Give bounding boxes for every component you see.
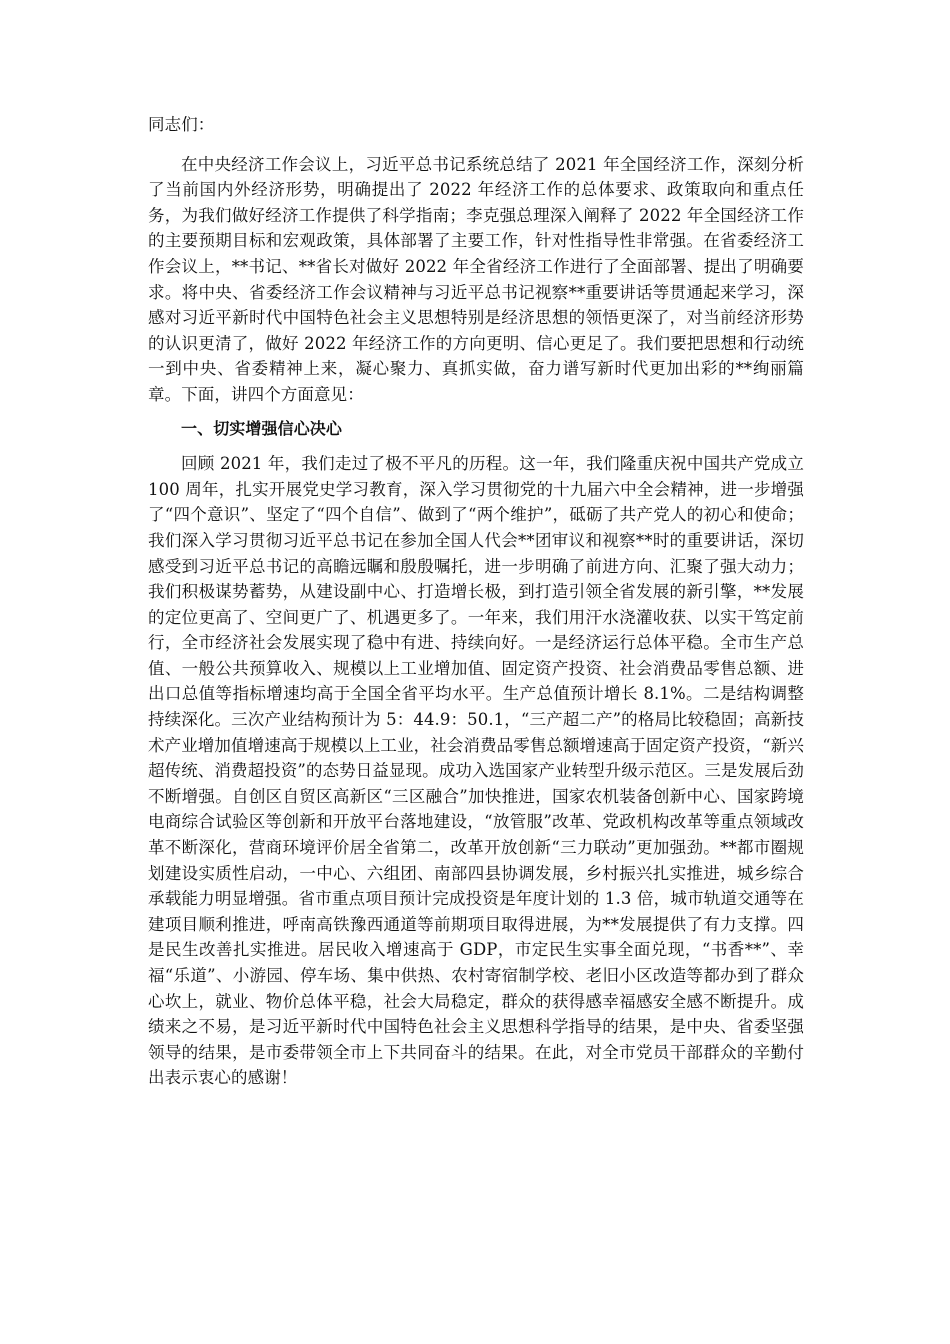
section-heading-1: 一、切实增强信心决心 [181,418,343,438]
document-body [148,112,804,1091]
salutation: 同志们： [148,115,215,134]
paragraph-review: 回顾 2021 年，我们走过了极不平凡的历程。这一年，我们隆重庆祝中国共产党成立 100 周年，扎实开展党史学习教育，深入学习贯彻党的十九届六中全会精神，进一步增强了“四个意识”、坚定了“四个自信”、做到了“两个维护”，砥砺了共产党人的初心和使命；我们深入学习贯彻习近平总书记在参加全国人代会**团审议和视察**时的重要讲话，深切感受到习近平总书记的高瞻远瞩和殷殷嘱托，进一步明确了前进方向、汇聚了强大动力；我们积极谋势蓄势，从建设副中心、打造增长极，到打造引领全省发展的新引擎，**发展的定位更高了、空间更广了、机遇更多了。一年来，我们用汗水浇灌收获、以实干笃定前行，全市经济社会发展实现了稳中有进、持续向好。一是经济运行总体平稳。全市生产总值、一般公共预算收入、规模以上工业增加值、固定资产投资、社会消费品零售总额、进出口总值等指标增速均高于全国全省平均水平。生产总值预计增长 8.1%。二是结构调整持续深化。三次产业结构预计为 5：44.9：50.1，“三产超二产”的格局比较稳固；高新技术产业增加值增速高于规模以上工业，社会消费品零售总额增速高于固定资产投资，“新兴超传统、消费超投资”的态势日益显现。成功入选国家产业转型升级示范区。三是发展后劲不断增强。自创区自贸区高新区“三区融合”加快推进，国家农机装备创新中心、国家跨境电商综合试验区等创新和开放平台落地建设，“放管服”改革、党政机构改革等重点领域改革不断深化，营商环境评价居全省第二，改革开放创新“三力联动”更加强劲。**都市圈规划建设实质性启动，一中心、六组团、南部四县协调发展，乡村振兴扎实推进，城乡综合承载能力明显增强。省市重点项目预计完成投资是年度计划的 1.3 倍，城市轨道交通等在建项目顺利推进，呼南高铁豫西通道等前期项目取得进展，为**发展提供了有力支撑。四是民生改善扎实推进。居民收入增速高于 GDP，市定民生实事全面兑现，“书香**”、幸福“乐道”、小游园、停车场、集中供热、农村寄宿制学校、老旧小区改造等都办到了群众心坎上，就业、物价总体平稳，社会大局稳定，群众的获得感幸福感安全感不断提升。成绩来之不易，是习近平新时代中国特色社会主义思想科学指导的结果，是中央、省委坚强领导的结果，是市委带领全市上下共同奋斗的结果。在此，对全市党员干部群众的辛勤付出表示衷心的感谢！ [148,454,804,1088]
paragraph-intro: 在中央经济工作会议上，习近平总书记系统总结了 2021 年全国经济工作，深刻分析了当前国内外经济形势，明确提出了 2022 年经济工作的总体要求、政策取向和重点任务，为我们做好经济工作提供了科学指南；李克强总理深入阐释了 2022 年全国经济工作的主要预期目标和宏观政策，具体部署了主要工作，针对性指导性非常强。在省委经济工作会议上，**书记、**省长对做好 2022 年全省经济工作进行了全面部署、提出了明确要求。将中央、省委经济工作会议精神与习近平总书记视察**重要讲话等贯通起来学习，深感对习近平新时代中国特色社会主义思想特别是经济思想的领悟更深了，对当前经济形势的认识更清了，做好 2022 年经济工作的方向更明、信心更足了。我们要把思想和行动统一到中央、省委精神上来，凝心聚力、真抓实做，奋力谱写新时代更加出彩的**绚丽篇章。下面，讲四个方面意见： [148,154,804,404]
